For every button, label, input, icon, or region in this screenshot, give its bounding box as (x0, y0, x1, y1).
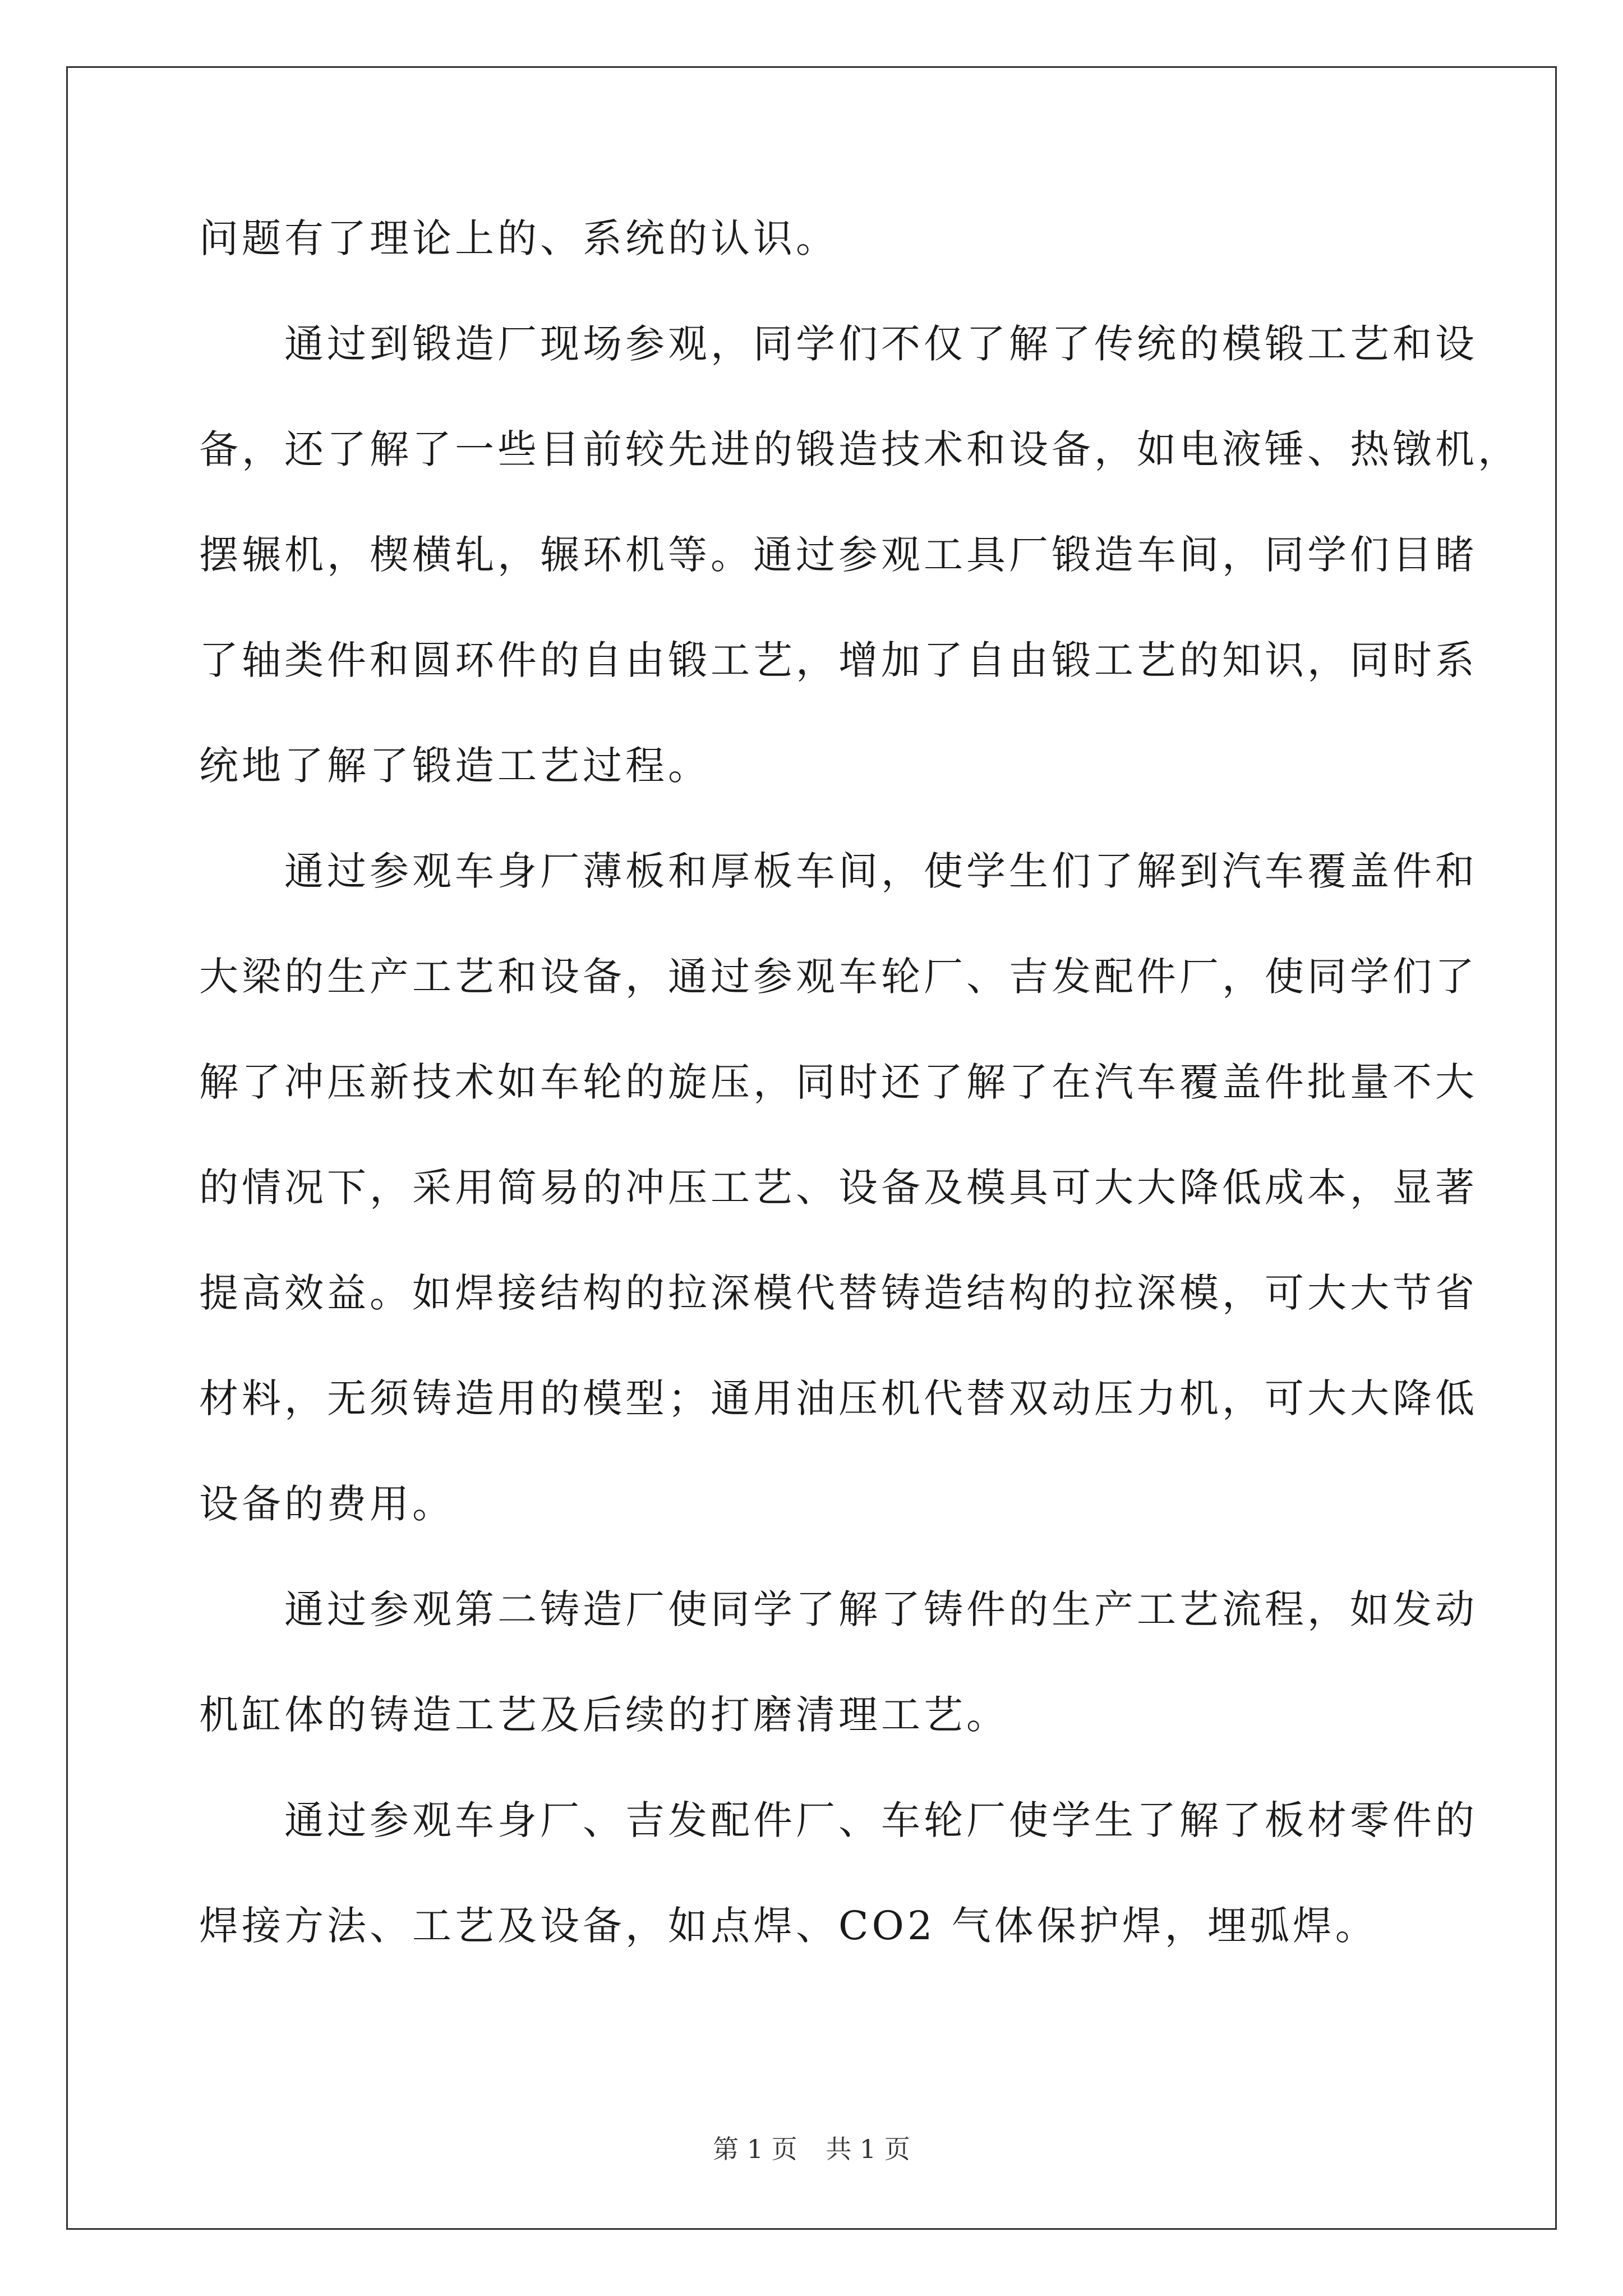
text-line: 摆辗机，楔横轧，辗环机等。通过参观工具厂锻造车间，同学们目睹 (199, 532, 1478, 578)
text-line: 解了冲压新技术如车轮的旋压，同时还了解了在汽车覆盖件批量不大 (199, 1059, 1478, 1105)
text-line: 焊接方法、工艺及设备，如点焊、CO2 气体保护焊，埋弧焊。 (199, 1903, 1378, 1949)
text-line: 大梁的生产工艺和设备，通过参观车轮厂、吉发配件厂，使同学们了 (199, 954, 1478, 1000)
text-line: 通过参观第二铸造厂使同学了解了铸件的生产工艺流程，如发动 (199, 1586, 1478, 1632)
text-line: 机缸体的铸造工艺及后续的打磨清理工艺。 (199, 1692, 1009, 1738)
page-footer (0, 2129, 1623, 2166)
text-line: 统地了解了锻造工艺过程。 (199, 743, 711, 789)
text-line: 备，还了解了一些目前较先进的锻造技术和设备，如电液锤、热镦机， (199, 426, 1520, 472)
page-total: 共 1 页 (826, 2134, 910, 2164)
text-line: 通过到锻造厂现场参观，同学们不仅了解了传统的模锻工艺和设 (199, 321, 1478, 367)
text-line: 通过参观车身厂、吉发配件厂、车轮厂使学生了解了板材零件的 (199, 1797, 1478, 1843)
text-line: 了轴类件和圆环件的自由锻工艺，增加了自由锻工艺的知识，同时系 (199, 637, 1478, 683)
text-line: 的情况下，采用简易的冲压工艺、设备及模具可大大降低成本，显著 (199, 1165, 1478, 1211)
page-number: 第 1 页 (713, 2134, 797, 2164)
document-body (199, 208, 1520, 2000)
text-line: 问题有了理论上的、系统的认识。 (199, 215, 838, 261)
text-line: 设备的费用。 (199, 1481, 455, 1527)
text-line: 材料，无须铸造用的模型；通用油压机代替双动压力机，可大大降低 (199, 1375, 1478, 1421)
text-line: 通过参观车身厂薄板和厚板车间，使学生们了解到汽车覆盖件和 (199, 848, 1478, 894)
text-line: 提高效益。如焊接结构的拉深模代替铸造结构的拉深模，可大大节省 (199, 1270, 1478, 1316)
